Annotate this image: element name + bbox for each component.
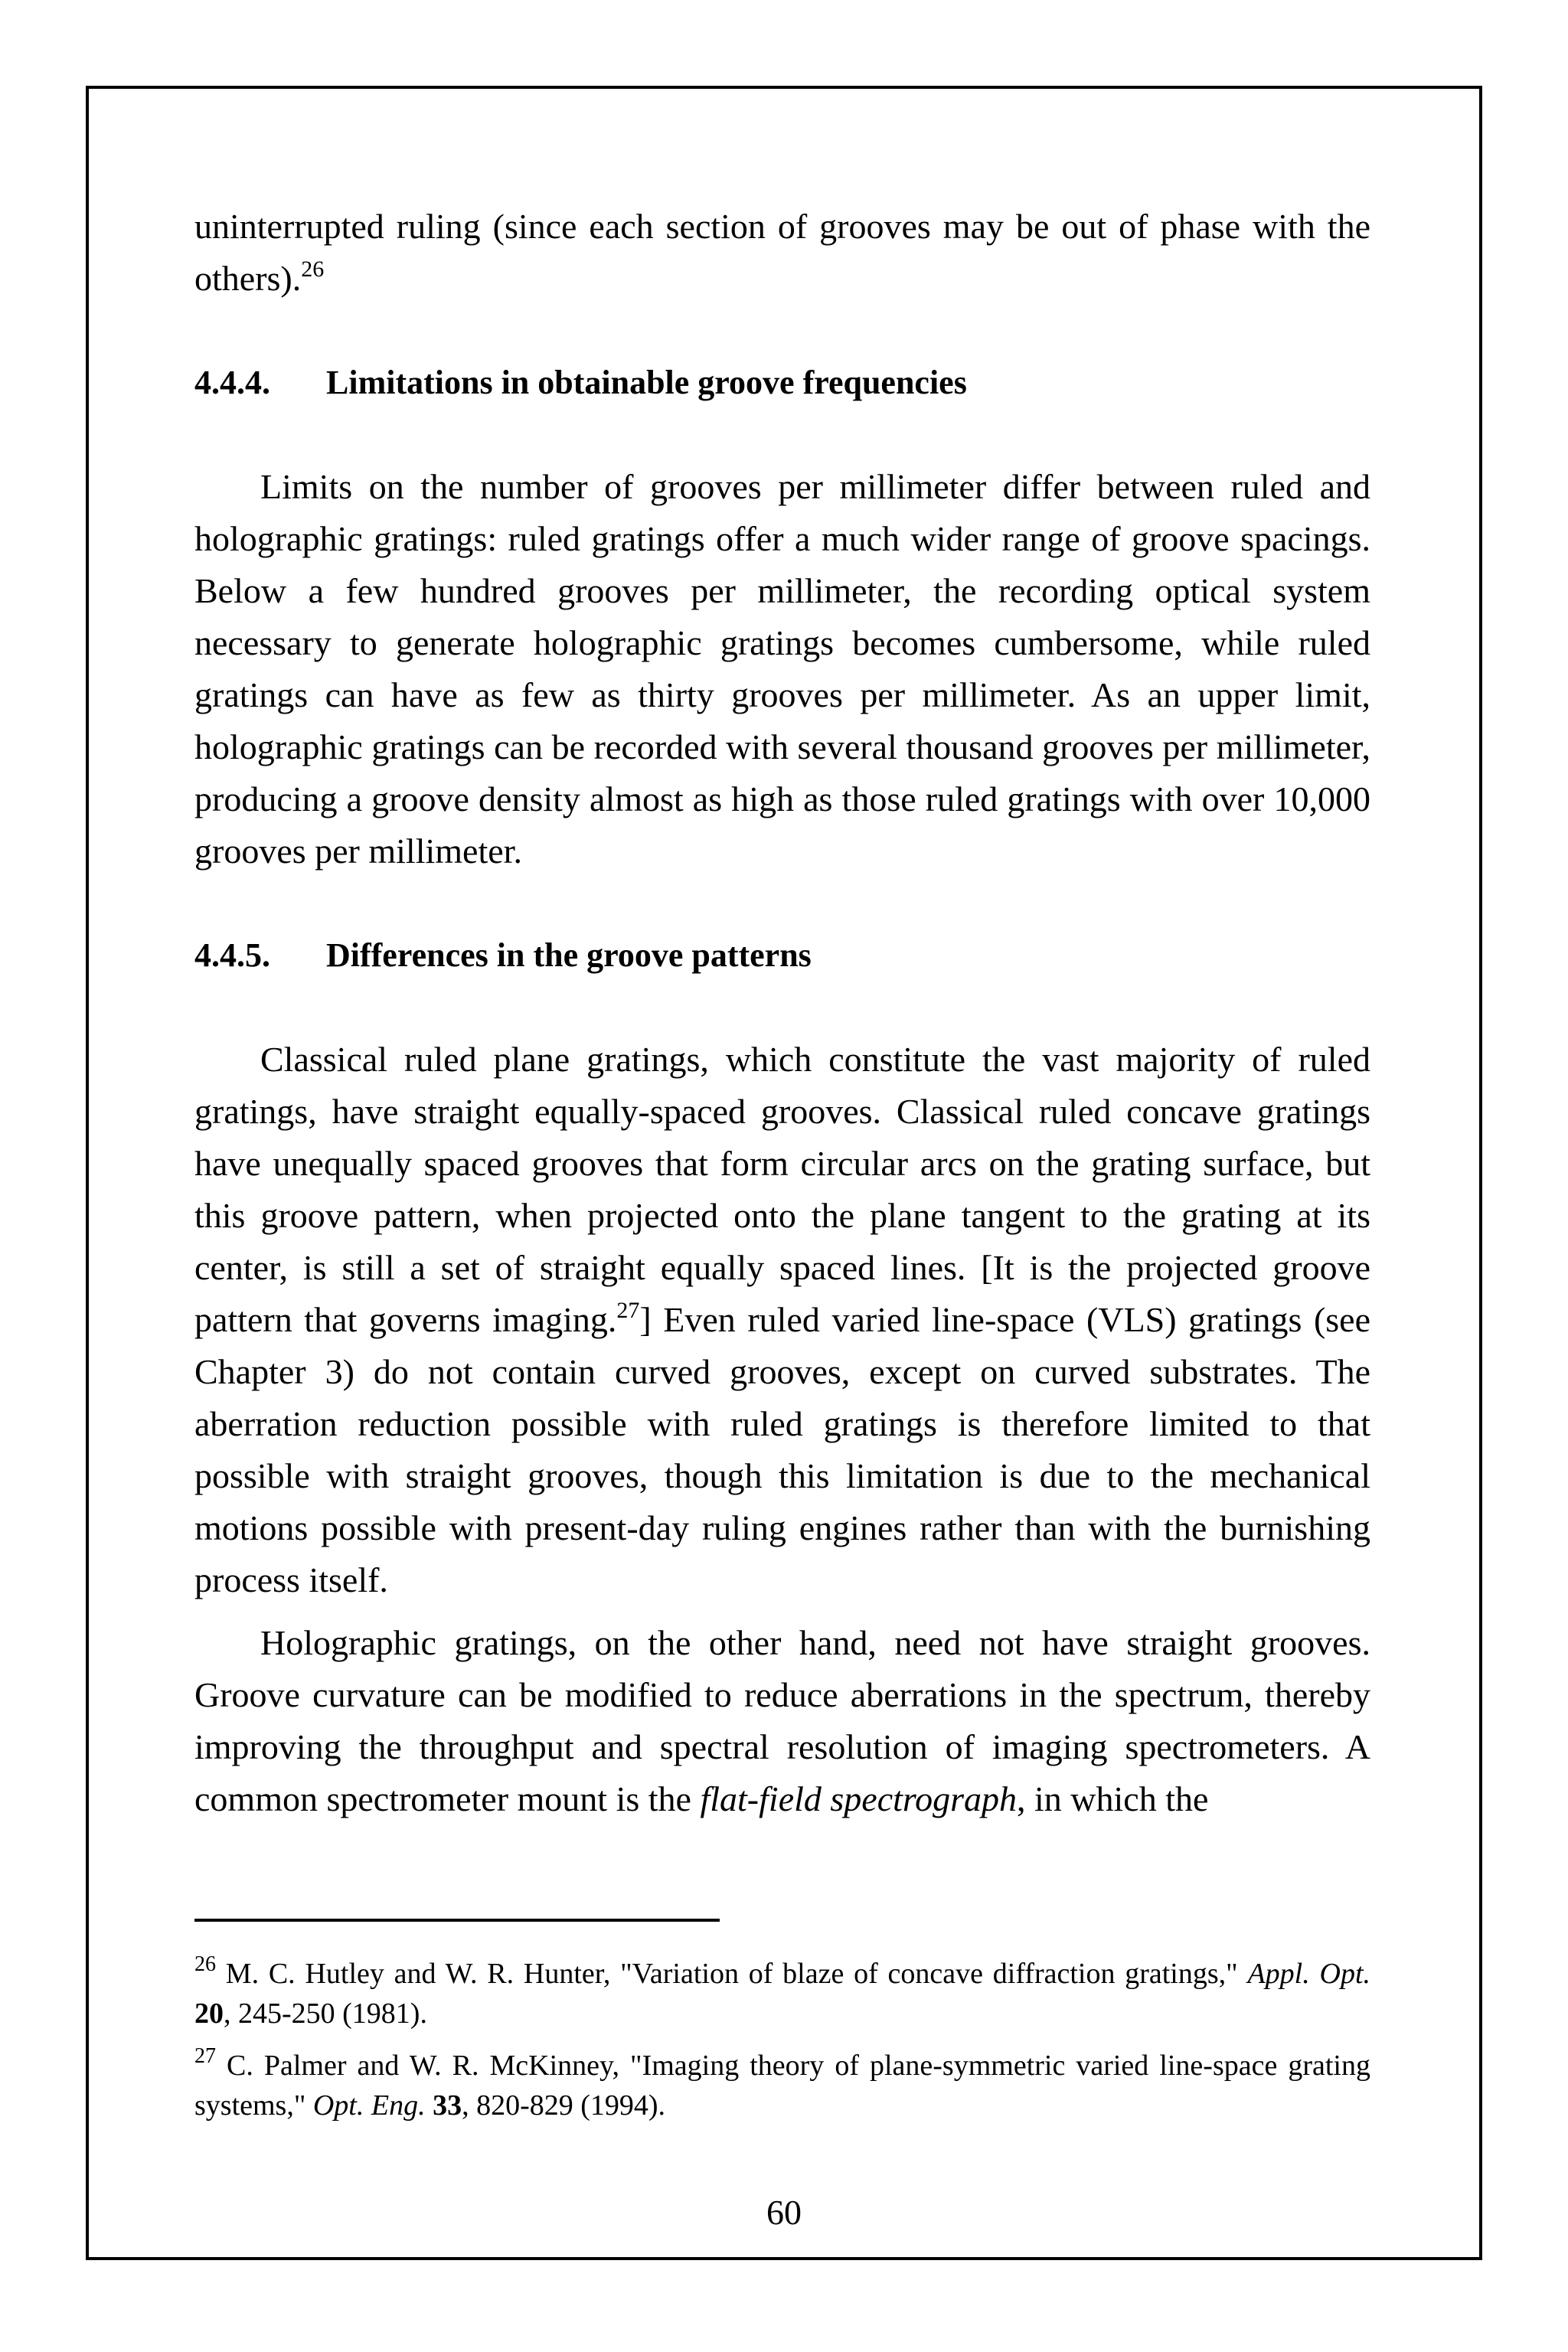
- footnote-volume: 20: [194, 1998, 224, 2030]
- section-heading-4-4-5: [194, 929, 1370, 982]
- paragraph-text: Classical ruled plane gratings, which constitute the vast majority of ruled gratings, have straight equally-spaced grooves. Classical ruled concave gratings have unequally spaced grooves that form circular arcs on the grating surface, but this groove pattern, when projected onto the plane tangent to the grating at its center, is still a set of straight equally spaced lines. [It is the projected groove pattern that governs imaging.: [194, 1040, 1370, 1339]
- footnote-separator: [194, 1919, 720, 1922]
- footnote-journal: Opt. Eng.: [312, 2089, 426, 2122]
- paragraph-text: , in which the: [1017, 1779, 1209, 1818]
- page-body: [194, 201, 1370, 1825]
- section-number: 4.4.5.: [194, 936, 270, 974]
- section-title: Limitations in obtainable groove frequencies: [326, 364, 967, 401]
- footnote-journal: Appl. Opt.: [1247, 1958, 1370, 1990]
- paragraph-holographic-gratings: [194, 1617, 1370, 1825]
- paragraph-groove-frequencies: Limits on the number of grooves per millimeter differ between ruled and holographic gratings: ruled gratings offer a much wider range of groove spacings. Below a few hundred grooves per millimeter, the recording optical system necessary to generate holographic gratings becomes cumbersome, while ruled gratings can have as few as thirty grooves per millimeter. As an upper limit, holographic gratings can be recorded with several thousand grooves per millimeter, producing a groove density almost as high as those ruled gratings with over 10,000 grooves per millimeter.: [194, 467, 1370, 871]
- section-title: Differences in the groove patterns: [326, 936, 812, 974]
- page-number: 60: [766, 2193, 802, 2232]
- continuation-paragraph: [194, 201, 1370, 305]
- footnotes: [194, 1954, 1370, 2138]
- footnote-text: , 820-829 (1994).: [462, 2089, 666, 2122]
- footnote-ref-27: 27: [616, 1298, 640, 1323]
- footnote-text: M. C. Hutley and W. R. Hunter, "Variation of blaze of concave diffraction gratings,": [216, 1958, 1248, 1990]
- footnote-ref-26: 26: [301, 256, 325, 282]
- section-number: 4.4.4.: [194, 364, 270, 401]
- footnote-text: , 245-250 (1981).: [224, 1998, 427, 2030]
- paragraph-text: Holographic gratings, on the other hand, need not have straight grooves. Groove curvature can be modified to reduce aberrations in the spectrum, thereby improving the throughput and spectral resolution of imaging spectrometers. A common spectrometer mount is the: [194, 1623, 1370, 1818]
- footnote-text: C. Palmer and W. R. McKinney, "Imaging theory of plane-symmetric varied line-space grating systems,": [194, 2050, 1370, 2122]
- section-heading-4-4-4: [194, 357, 1370, 409]
- paragraph-text: ] Even ruled varied line-space (VLS) gratings (see Chapter 3) do not contain curved grooves, except on curved substrates. The aberration reduction possible with ruled gratings is therefore limited to that possible with straight grooves, though this limitation is due to the mechanical motions possible with present-day ruling engines rather than with the burnishing process itself.: [194, 1300, 1370, 1599]
- footnote-number: 27: [194, 2044, 216, 2068]
- footnote-number: 26: [194, 1952, 216, 1976]
- continuation-text: uninterrupted ruling (since each section of grooves may be out of phase with the others).: [194, 207, 1370, 298]
- footnote-26: [194, 1954, 1370, 2034]
- footnote-volume: 33: [433, 2089, 462, 2122]
- paragraph-ruled-gratings: [194, 1034, 1370, 1606]
- emphasis-term: flat-field spectrograph: [700, 1779, 1017, 1818]
- footnote-27: [194, 2046, 1370, 2125]
